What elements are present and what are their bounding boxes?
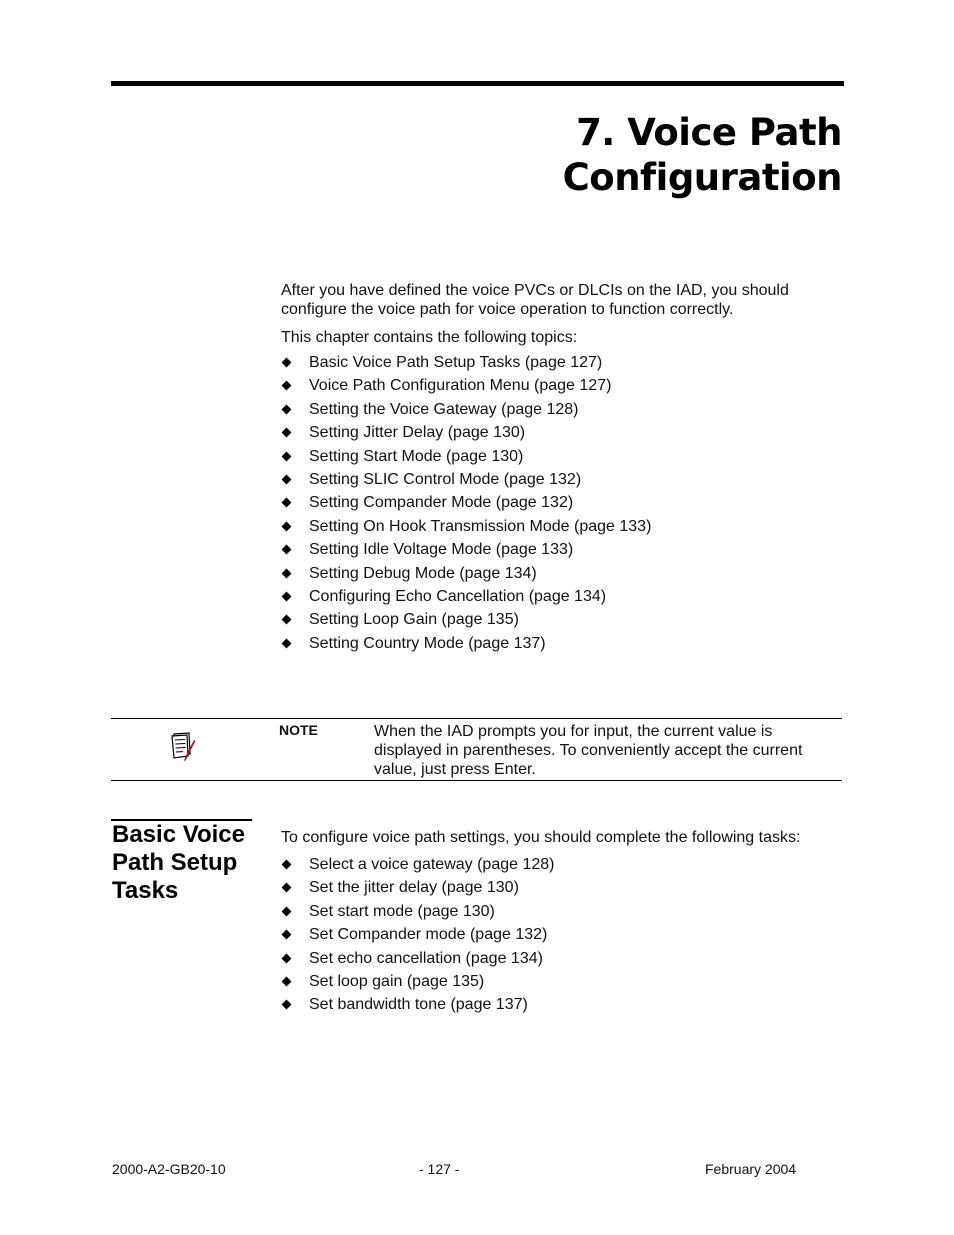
diamond-bullet-icon [282,977,291,986]
diamond-bullet-icon [282,615,291,624]
list-item[interactable] [281,491,841,514]
diamond-bullet-icon [282,860,291,869]
list-item[interactable] [281,421,841,444]
diamond-bullet-icon [282,569,291,578]
diamond-bullet-icon [282,498,291,507]
diamond-bullet-icon [282,592,291,601]
section-heading: Basic Voice Path Setup Tasks [112,821,245,904]
topics-lead: This chapter contains the following topics: [281,329,578,346]
diamond-bullet-icon [282,381,291,390]
diamond-bullet-icon [282,639,291,648]
tasks-list [281,853,851,1017]
list-item-text: Setting SLIC Control Mode (page 132) [309,470,582,488]
chapter-title-line-2: Configuration [562,156,842,199]
footer-date: February 2004 [705,1161,797,1177]
footer-doc-number: 2000-A2-GB20-10 [112,1161,226,1177]
list-item[interactable] [281,585,841,608]
list-item-text: Set loop gain (page 135) [309,972,485,990]
list-item[interactable] [281,515,841,538]
list-item[interactable] [281,876,851,899]
list-item[interactable] [281,900,851,923]
list-item-text: Voice Path Configuration Menu (page 127) [309,377,612,395]
list-item[interactable] [281,562,841,585]
list-item-text: Setting Start Mode (page 130) [309,447,524,465]
intro-section [281,281,841,655]
list-item[interactable] [281,398,841,421]
notepad-pencil-icon [169,729,199,763]
list-item[interactable] [281,468,841,491]
list-item-text: Setting Idle Voltage Mode (page 133) [309,541,574,559]
list-item-text: Setting Jitter Delay (page 130) [309,424,526,442]
list-item-text: Set Compander mode (page 132) [309,926,548,944]
list-item[interactable] [281,608,841,631]
intro-paragraph: After you have defined the voice PVCs or DLCIs on the IAD, you should configure the voice path for voice operation to function correctly. [281,282,789,318]
list-item-text: Select a voice gateway (page 128) [309,856,555,873]
list-item[interactable] [281,853,851,876]
list-item[interactable] [281,923,851,946]
diamond-bullet-icon [282,475,291,484]
chapter-title [342,110,842,200]
tasks-lead: To configure voice path settings, you should complete the following tasks: [281,829,801,846]
note-box [111,718,842,781]
list-item-text: Set bandwidth tone (page 137) [309,996,528,1014]
list-item[interactable] [281,445,841,468]
diamond-bullet-icon [282,883,291,892]
diamond-bullet-icon [282,954,291,963]
list-item-text: Configuring Echo Cancellation (page 134) [309,587,607,605]
diamond-bullet-icon [282,428,291,437]
topics-list [281,351,841,655]
diamond-bullet-icon [282,358,291,367]
list-item-text: Setting Loop Gain (page 135) [309,611,519,629]
list-item[interactable] [281,538,841,561]
diamond-bullet-icon [282,907,291,916]
note-text: When the IAD prompts you for input, the current value is displayed in parentheses. To conveniently accept the current value, just press Enter. [374,723,803,778]
list-item-text: Basic Voice Path Setup Tasks (page 127) [309,354,603,371]
list-item-text: Setting Debug Mode (page 134) [309,564,537,582]
diamond-bullet-icon [282,545,291,554]
diamond-bullet-icon [282,930,291,939]
list-item[interactable] [281,632,841,655]
list-item-text: Setting Compander Mode (page 132) [309,494,574,512]
diamond-bullet-icon [282,1000,291,1009]
list-item-text: Set echo cancellation (page 134) [309,949,543,967]
note-label: NOTE [279,722,318,738]
list-item[interactable] [281,351,841,374]
diamond-bullet-icon [282,405,291,414]
chapter-title-line-1: 7. Voice Path [576,111,842,154]
footer-page-number: - 127 - [419,1161,460,1177]
list-item-text: Set start mode (page 130) [309,902,495,920]
list-item-text: Setting Country Mode (page 137) [309,634,546,652]
tasks-section [281,828,851,1017]
list-item[interactable] [281,993,851,1016]
diamond-bullet-icon [282,452,291,461]
list-item[interactable] [281,947,851,970]
list-item[interactable] [281,970,851,993]
diamond-bullet-icon [282,522,291,531]
list-item[interactable] [281,374,841,397]
chapter-top-rule [111,81,844,86]
list-item-text: Setting On Hook Transmission Mode (page 133) [309,517,652,535]
list-item-text: Setting the Voice Gateway (page 128) [309,400,579,418]
list-item-text: Set the jitter delay (page 130) [309,879,519,897]
